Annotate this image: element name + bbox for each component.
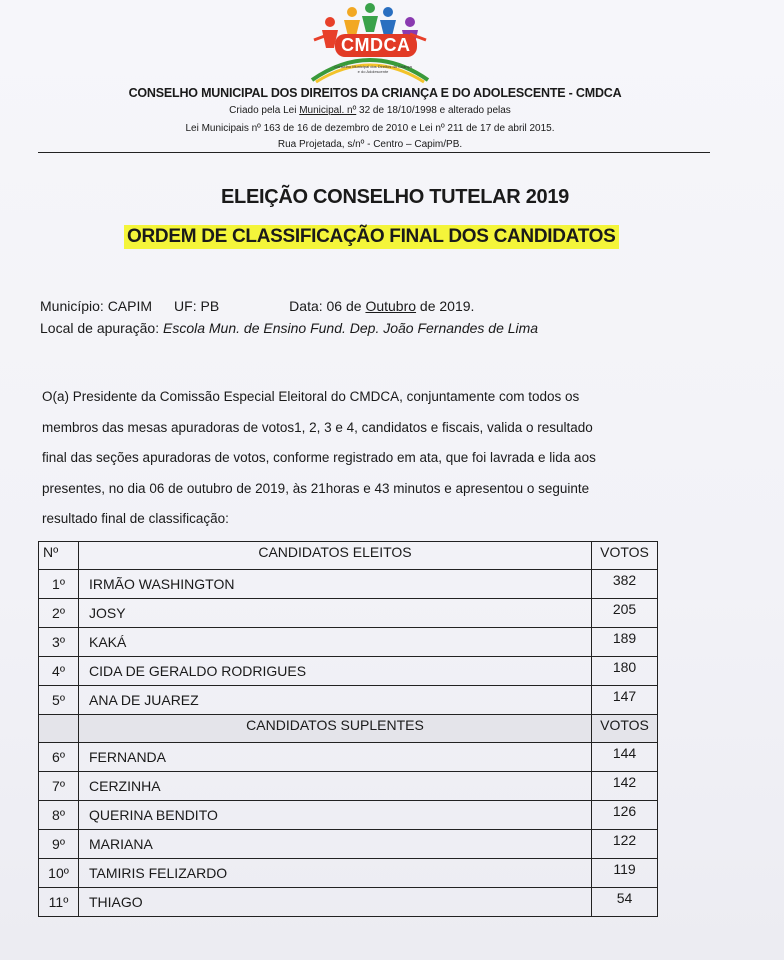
org-name: CONSELHO MUNICIPAL DOS DIREITOS DA CRIANÇA E DO ADOLESCENTE - CMDCA [128, 86, 622, 100]
body-paragraph [42, 382, 712, 535]
cell-votes: 205 [592, 599, 658, 628]
header-line-3: Rua Projetada, s/nº - Centro – Capim/PB. [277, 139, 463, 150]
cell-name: THIAGO [79, 888, 592, 917]
table-row [39, 830, 658, 859]
cell-pos: 4º [39, 657, 79, 686]
table-row [39, 801, 658, 830]
meta-date-label: Data: 06 de [289, 298, 366, 314]
cell-pos: 3º [39, 628, 79, 657]
cell-name: KAKÁ [79, 628, 592, 657]
cell-votes: 126 [592, 801, 658, 830]
paragraph-line: presentes, no dia 06 de outubro de 2019, às 21horas e 43 minutos e apresentou o seguinte [42, 480, 590, 496]
cell-name: JOSY [79, 599, 592, 628]
meta-local-value: Escola Mun. de Ensino Fund. Dep. João Fernandes de Lima [159, 320, 539, 336]
header-divider [38, 152, 710, 153]
col-substitutes-header: CANDIDATOS SUPLENTES [79, 715, 592, 743]
table-row [39, 743, 658, 772]
col-elected-header: CANDIDATOS ELEITOS [79, 542, 592, 570]
cell-pos: 1º [39, 570, 79, 599]
cell-votes: 142 [592, 772, 658, 801]
header-line-1-c: 32 de 18/10/1998 e alterado pelas [356, 105, 511, 116]
meta-uf: UF: PB [174, 298, 220, 314]
cell-pos: 8º [39, 801, 79, 830]
document-subtitle: ORDEM DE CLASSIFICAÇÃO FINAL DOS CANDIDATOS [124, 225, 619, 249]
cell-pos: 7º [39, 772, 79, 801]
cell-name: IRMÃO WASHINGTON [79, 570, 592, 599]
col-num-header: Nº [39, 542, 79, 570]
header-line-1-b: Municipal. nº [299, 105, 357, 116]
cell-votes: 180 [592, 657, 658, 686]
meta-line-1 [40, 298, 474, 314]
cell-pos: 10º [39, 859, 79, 888]
paragraph-line: membros das mesas apuradoras de votos1, 2, 3 e 4, candidatos e fiscais, valida o resultado [42, 419, 593, 435]
cell-name: MARIANA [79, 830, 592, 859]
document-title: ELEIÇÃO CONSELHO TUTELAR 2019 [220, 186, 570, 208]
table-row [39, 628, 658, 657]
table-row [39, 657, 658, 686]
table-row [39, 772, 658, 801]
header-line-1-a: Criado pela Lei [229, 105, 300, 116]
cell-name: FERNANDA [79, 743, 592, 772]
table-row [39, 686, 658, 715]
cell-votes: 147 [592, 686, 658, 715]
paragraph-line: O(a) Presidente da Comissão Especial Eleitoral do CMDCA, conjuntamente com todos os [42, 389, 580, 404]
cell-pos: 9º [39, 830, 79, 859]
table-row [39, 888, 658, 917]
meta-municipio: Município: CAPIM [40, 298, 153, 314]
header-line-1 [0, 105, 740, 116]
table-row [39, 859, 658, 888]
cell-votes: 54 [592, 888, 658, 917]
cell-empty [39, 715, 79, 743]
paragraph-line: resultado final de classificação: [42, 511, 229, 526]
table-subheader-row [39, 715, 658, 743]
cell-votes: 144 [592, 743, 658, 772]
col-votes-header: VOTOS [592, 542, 658, 570]
meta-date-month: Outubro [365, 298, 417, 314]
cell-name: TAMIRIS FELIZARDO [79, 859, 592, 888]
table-row [39, 599, 658, 628]
cell-name: CIDA DE GERALDO RODRIGUES [79, 657, 592, 686]
header-line-2: Lei Municipais nº 163 de 16 de dezembro de 2010 e Lei nº 211 de 17 de abril 2015. [185, 123, 555, 134]
table-row [39, 570, 658, 599]
meta-line-2 [40, 320, 538, 336]
col-votes-header-2: VOTOS [592, 715, 658, 743]
cell-votes: 189 [592, 628, 658, 657]
paragraph-line: final das seções apuradoras de votos, conforme registrado em ata, que foi lavrada e lida aos [42, 450, 596, 465]
table-header-row [39, 542, 658, 570]
cell-pos: 2º [39, 599, 79, 628]
meta-local-label: Local de apuração: [40, 320, 160, 336]
cell-name: CERZINHA [79, 772, 592, 801]
cell-pos: 11º [39, 888, 79, 917]
logo-text: CMDCA [335, 34, 417, 57]
cell-votes: 382 [592, 570, 658, 599]
cell-pos: 6º [39, 743, 79, 772]
cell-name: QUERINA BENDITO [79, 801, 592, 830]
cell-name: ANA DE JUAREZ [79, 686, 592, 715]
meta-date-rest: de 2019. [416, 298, 475, 314]
cell-pos: 5º [39, 686, 79, 715]
cell-votes: 122 [592, 830, 658, 859]
logo-subtext: Conselho Municipal dos Direitos da Criança e do Adolescente [334, 64, 412, 74]
cell-votes: 119 [592, 859, 658, 888]
results-table [38, 541, 658, 917]
